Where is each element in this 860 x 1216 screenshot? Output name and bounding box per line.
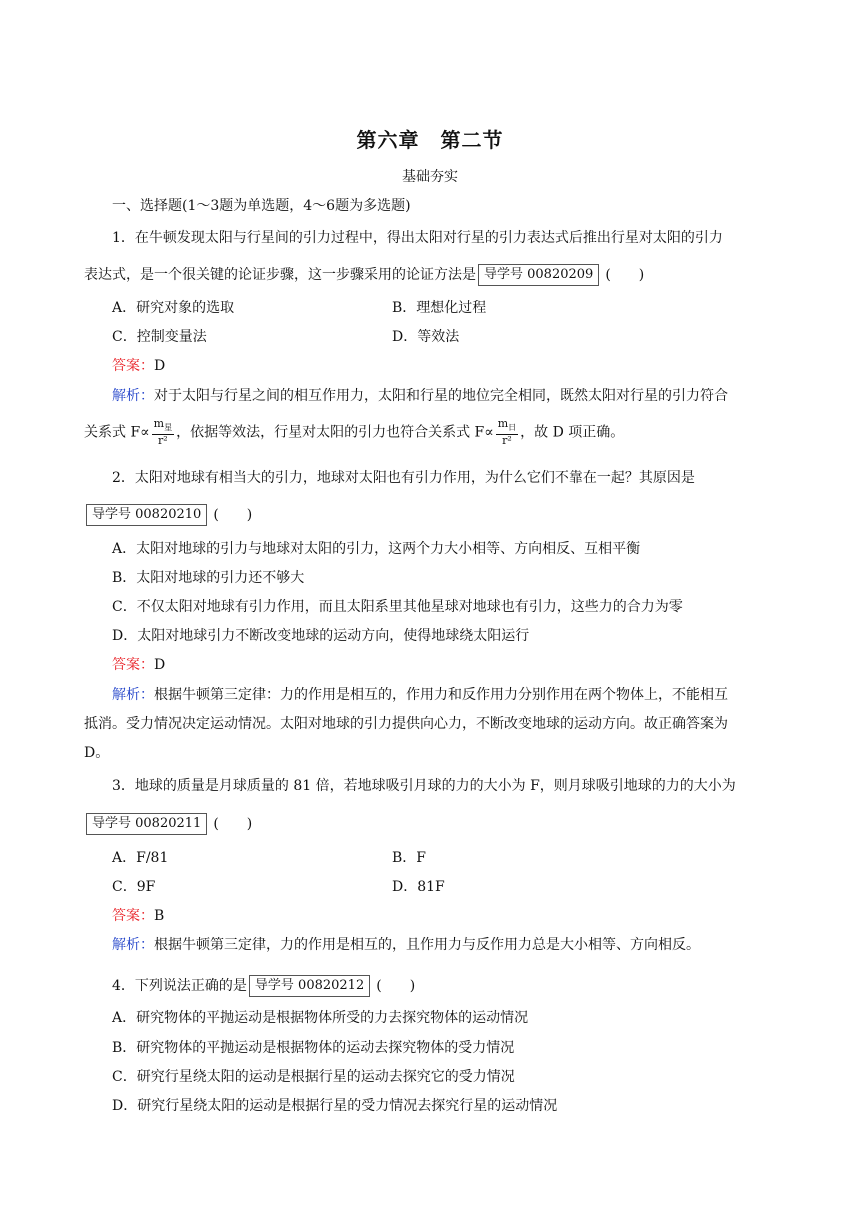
q2-answer-value: D xyxy=(154,657,166,673)
q1-line2-text: 表达式，是一个很关键的论证步骤，这一步骤采用的论证方法是 xyxy=(84,267,476,283)
q1-fraction-2 xyxy=(496,418,518,447)
q2-option-a: A．太阳对地球的引力与地球对太阳的引力，这两个力大小相等、方向相反、互相平衡 xyxy=(112,541,641,557)
frac2-num: m xyxy=(497,417,509,430)
q3-exp1: 根据牛顿第三定律，力的作用是相互的，且作用力与反作用力总是大小相等、方向相反。 xyxy=(154,937,700,953)
page-subtitle: 基础夯实 xyxy=(402,169,458,185)
page-title: 第六章 第二节 xyxy=(356,128,504,152)
frac1-den: r² xyxy=(158,434,168,448)
q1-paren: ( ) xyxy=(605,267,645,283)
q2-line2 xyxy=(84,504,252,526)
q3-option-a: A．F/81 xyxy=(112,850,169,866)
q3-answer-value: B xyxy=(154,908,165,924)
frac1-num: m xyxy=(153,417,165,430)
q1-option-d: D．等效法 xyxy=(392,329,460,345)
explain-label: 解析： xyxy=(112,937,154,953)
q1-option-c: C．控制变量法 xyxy=(112,329,207,345)
q2-answer xyxy=(112,655,165,675)
q2-line1: 2．太阳对地球有相当大的引力，地球对太阳也有引力作用，为什么它们不靠在一起？其原因是 xyxy=(112,470,695,486)
answer-label: 答案： xyxy=(112,358,154,374)
q3-option-c: C．9F xyxy=(112,879,156,895)
q4-option-d: D．研究行星绕太阳的运动是根据行星的受力情况去探究行星的运动情况 xyxy=(112,1098,558,1114)
q4-line1-text: 4．下列说法正确的是 xyxy=(112,978,247,994)
q2-option-c: C．不仅太阳对地球有引力作用，而且太阳系里其他星球对地球也有引力，这些力的合力为零 xyxy=(112,599,683,615)
answer-label: 答案： xyxy=(112,908,154,924)
frac2-den: r² xyxy=(502,434,512,448)
frac2-sub: 日 xyxy=(508,423,517,433)
explain-label: 解析： xyxy=(112,388,154,404)
q1-line1: 1．在牛顿发现太阳与行星间的引力过程中，得出太阳对行星的引力表达式后推出行星对太阳的引力 xyxy=(112,230,723,246)
q4-option-c: C．研究行星绕太阳的运动是根据行星的运动去探究它的受力情况 xyxy=(112,1069,515,1085)
q1-exp2a: 关系式 F∝ xyxy=(84,424,150,441)
q4-option-b: B．研究物体的平抛运动是根据物体的运动去探究物体的受力情况 xyxy=(112,1040,515,1056)
q1-exp2b: ，依据等效法，行星对太阳的引力也符合关系式 F∝ xyxy=(176,424,494,441)
q1-exp2c: ，故 D 项正确。 xyxy=(520,424,625,441)
q4-option-a: A．研究物体的平抛运动是根据物体所受的力去探究物体的运动情况 xyxy=(112,1010,529,1026)
q1-explain-line1 xyxy=(112,386,728,406)
q1-guide-box: 导学号 00820209 xyxy=(478,264,599,286)
q3-line2 xyxy=(84,813,252,835)
q2-paren: ( ) xyxy=(213,507,253,523)
q1-exp1: 对于太阳与行星之间的相互作用力，太阳和行星的地位完全相同，既然太阳对行星的引力符合 xyxy=(154,388,728,404)
frac1-sub: 星 xyxy=(164,423,173,433)
q3-answer xyxy=(112,906,164,926)
q1-answer xyxy=(112,356,165,376)
q2-explain-line2: 抵消。受力情况决定运动情况。太阳对地球的引力提供向心力，不断改变地球的运动方向。故正确答案为 xyxy=(84,716,728,732)
q2-option-d: D．太阳对地球引力不断改变地球的运动方向，使得地球绕太阳运行 xyxy=(112,628,530,644)
q4-guide-box: 导学号 00820212 xyxy=(249,975,370,997)
q3-guide-box: 导学号 00820211 xyxy=(86,813,207,835)
q1-line2 xyxy=(84,264,644,286)
q1-fraction-1 xyxy=(152,418,174,447)
answer-label: 答案： xyxy=(112,657,154,673)
q2-option-b: B．太阳对地球的引力还不够大 xyxy=(112,570,305,586)
q1-explain-line2 xyxy=(84,418,624,447)
q3-option-b: B．F xyxy=(392,850,427,866)
q3-paren: ( ) xyxy=(213,816,253,832)
q4-line1 xyxy=(112,975,415,997)
q2-explain-line1 xyxy=(112,685,728,705)
section-heading: 一、选择题(1～3题为单选题，4～6题为多选题) xyxy=(112,198,411,214)
q2-exp1: 根据牛顿第三定律：力的作用是相互的，作用力和反作用力分别作用在两个物体上，不能相互 xyxy=(154,687,728,703)
q3-explain-line1 xyxy=(112,935,700,955)
explain-label: 解析： xyxy=(112,687,154,703)
q3-line1: 3．地球的质量是月球质量的 81 倍，若地球吸引月球的力的大小为 F，则月球吸引地球的力的大小为 xyxy=(112,778,736,794)
q1-option-a: A．研究对象的选取 xyxy=(112,300,235,316)
q1-answer-value: D xyxy=(154,358,166,374)
q4-paren: ( ) xyxy=(376,978,416,994)
q2-guide-box: 导学号 00820210 xyxy=(86,504,207,526)
q2-explain-line3: D。 xyxy=(84,745,110,761)
q3-option-d: D．81F xyxy=(392,879,445,895)
q1-option-b: B．理想化过程 xyxy=(392,300,487,316)
